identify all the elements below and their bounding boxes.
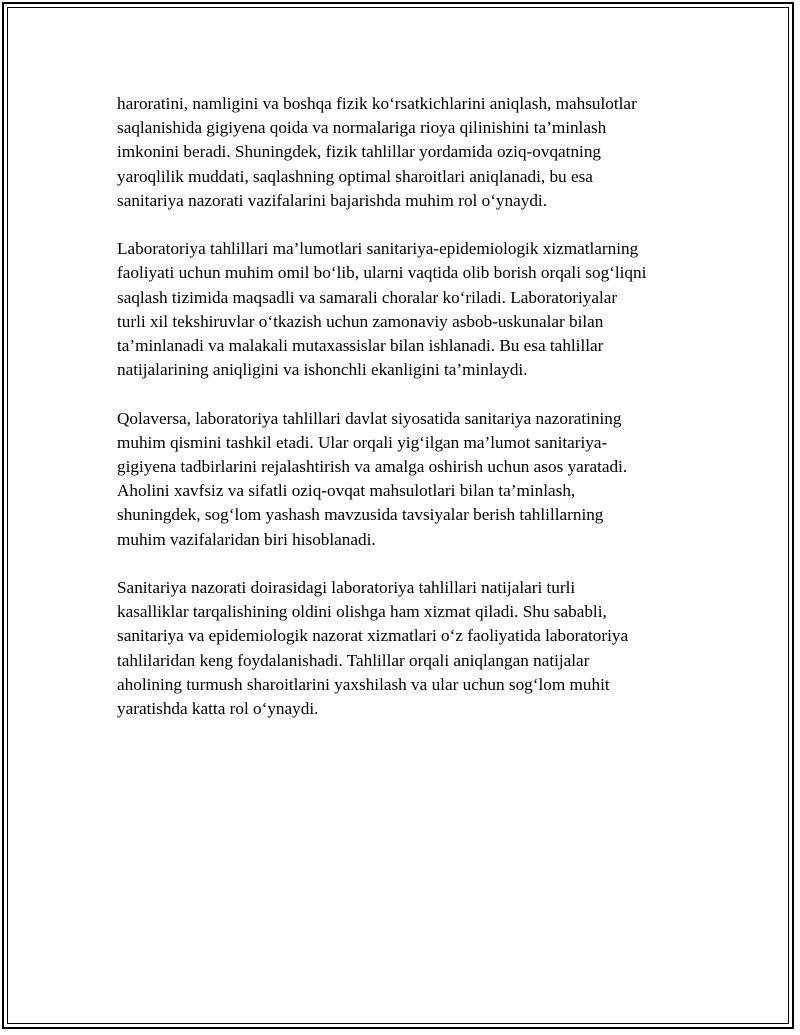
paragraph-line: Laboratoriya tahlillari ma’lumotlari sanitariya-epidemiologik xizmatlarning bbox=[117, 239, 639, 259]
paragraph-1 bbox=[117, 92, 702, 213]
paragraph-line: shuningdek, sog‘lom yashash mavzusida tavsiyalar berish tahlillarning bbox=[117, 505, 604, 525]
paragraph-line: Aholini xavfsiz va sifatli oziq-ovqat mahsulotlari bilan ta’minlash, bbox=[117, 481, 576, 501]
paragraph-line: saqlanishida gigiyena qoida va normalariga rioya qilinishini ta’minlash bbox=[117, 118, 607, 138]
paragraph-line: muhim qismini tashkil etadi. Ular orqali yig‘ilgan ma’lumot sanitariya- bbox=[117, 432, 608, 452]
paragraph-line: turli xil tekshiruvlar o‘tkazish uchun zamonaviy asbob-uskunalar bilan bbox=[117, 311, 604, 331]
paragraph-line: faoliyati uchun muhim omil bo‘lib, ularni vaqtida olib borish orqali sog‘liqni bbox=[117, 263, 647, 283]
paragraph-line: haroratini, namligini va boshqa fizik ko‘rsatkichlarini aniqlash, mahsulotlar bbox=[117, 94, 637, 113]
paragraph-line: natijalarining aniqligini va ishonchli ekanligini ta’minlaydi. bbox=[117, 360, 528, 380]
paragraph-line: sanitariya nazorati vazifalarini bajarishda muhim rol o‘ynaydi. bbox=[117, 190, 548, 210]
paragraph-line: yaroqlilik muddati, saqlashning optimal sharoitlari aniqlanadi, bu esa bbox=[117, 166, 593, 186]
paragraph-line: sanitariya va epidemiologik nazorat xizmatlari o‘z faoliyatida laboratoriya bbox=[117, 626, 629, 646]
paragraph-line: gigiyena tadbirlarini rejalashtirish va amalga oshirish uchun asos yaratadi. bbox=[117, 457, 628, 477]
paragraph-line: yaratishda katta rol o‘ynaydi. bbox=[117, 699, 319, 719]
paragraph-line: kasalliklar tarqalishining oldini olishga ham xizmat qiladi. Shu sababli, bbox=[117, 602, 607, 622]
paragraph-line: Sanitariya nazorati doirasidagi laboratoriya tahlillari natijalari turli bbox=[117, 578, 576, 598]
document-body bbox=[117, 92, 702, 745]
paragraph-3 bbox=[117, 407, 702, 552]
paragraph-line: tahlilaridan keng foydalanishadi. Tahlillar orqali aniqlangan natijalar bbox=[117, 650, 590, 670]
paragraph-line: aholining turmush sharoitlarini yaxshilash va ular uchun sog‘lom muhit bbox=[117, 674, 610, 694]
paragraph-line: imkonini beradi. Shuningdek, fizik tahlillar yordamida oziq-ovqatning bbox=[117, 142, 602, 162]
paragraph-line: saqlash tizimida maqsadli va samarali choralar ko‘riladi. Laboratoriyalar bbox=[117, 287, 618, 307]
paragraph-line: ta’minlanadi va malakali mutaxassislar bilan ishlanadi. Bu esa tahlillar bbox=[117, 336, 604, 356]
paragraph-line: Qolaversa, laboratoriya tahlillari davlat siyosatida sanitariya nazoratining bbox=[117, 408, 622, 428]
paragraph-2 bbox=[117, 237, 702, 382]
paragraph-line: muhim vazifalaridan biri hisoblanadi. bbox=[117, 529, 376, 549]
paragraph-4 bbox=[117, 576, 702, 721]
